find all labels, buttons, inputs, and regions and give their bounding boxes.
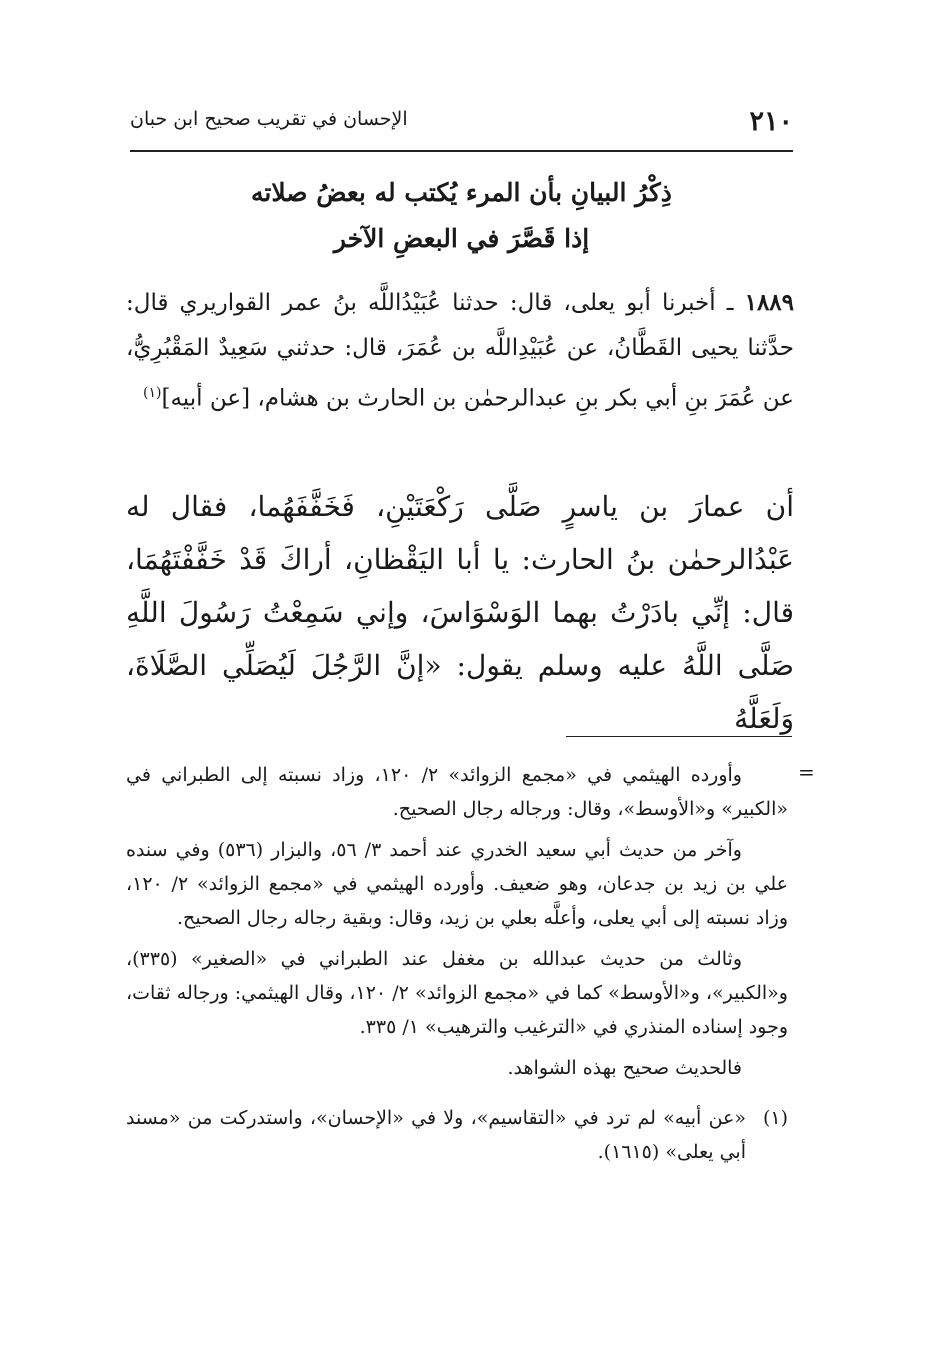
continuation-mark: = [798,760,815,784]
footnote-paragraph: وآخر من حديث أبي سعيد الخدري عند أحمد ٣/ ٥٦، والبزار (٥٣٦) وفي سنده علي بن زيد بن جدعان، وهو ضعيف. وأورده الهيثمي في «مجمع الزوائد» ٢/ ١٢٠، وزاد نسبته إلى أبي يعلى، وأعلَّه بعلي بن زيد، وقال: وبقية رجاله رجال الصحيح. [126,839,788,929]
chapter-title-line-2: إذا قَصَّرَ في البعضِ الآخر [333,224,590,253]
isnad-text: ـ أخبرنا أبو يعلى، قال: حدثنا عُبَيْدُاللَّه بنُ عمر القواريري قال: حدَّثنا يحيى القَطَّانُ، عن عُبَيْدِاللَّه بن عُمَرَ، قال: حدثني سَعِيدٌ المَقْبُرِيُّ، عن عُمَرَ بنِ أبي بكر بنِ عبدالرحمٰن بن الحارث بن هشام، [عن أبيه] [126,290,794,412]
chapter-heading [130,170,793,262]
footnote-1-text: «عن أبيه» لم ترد في «التقاسيم»، ولا في «الإحسان»، واستدركت من «مسند أبي يعلى» (١٦١٥). [126,1107,746,1163]
chapter-title-line-1: ذِكْرُ البيانِ بأن المرء يُكتب له بعضُ صلاته [251,178,672,207]
footnote-1 [126,1101,788,1169]
header-rule [130,150,793,152]
hadith-matn: أن عمارَ بن ياسرٍ صَلَّى رَكْعَتَيْنِ، فَخَفَّفَهُما، فقال له عَبْدُالرحمٰن بنُ الحارث: يا أبا اليَقْظانِ، أراكَ قَدْ خَفَّفْتَهُمَا، قال: إنِّي بادَرْتُ بهما الوَسْوَاسَ، وإني سَمِعْتُ رَسُولَ اللَّهِ صَلَّى اللَّهُ عليه وسلم يقول: «إنَّ الرَّجُلَ لَيُصَلِّي الصَّلَاةَ، وَلَعَلَّهُ [126,490,794,735]
footnote-paragraph: وثالث من حديث عبدالله بن مغفل عند الطبراني في «الصغير» (٣٣٥)، و«الكبير»، و«الأوسط» كما في «مجمع الزوائد» ٢/ ١٢٠، وقال الهيثمي: ورجاله ثقات، وجود إسناده المنذري في «الترغيب والترهيب» ١/ ٣٣٥. [126,948,788,1038]
page-header [130,100,793,140]
hadith-number: ١٨٨٩ [744,289,795,316]
hadith-isnad [126,280,794,422]
footnotes [126,758,788,1176]
footnote-separator [566,736,792,737]
running-title: الإحسان في تقريب صحيح ابن حبان [130,108,408,130]
footnote-reference: (١) [143,385,162,401]
footnote-1-number: (١) [762,1107,788,1129]
footnote-paragraph: وأورده الهيثمي في «مجمع الزوائد» ٢/ ١٢٠، وزاد نسبته إلى الطبراني في «الكبير» و«الأوسط»، وقال: ورجاله رجال الصحيح. [126,764,788,820]
page-number: ٢١٠ [749,106,793,137]
footnote-conclusion: فالحديث صحيح بهذه الشواهد. [507,1057,742,1079]
